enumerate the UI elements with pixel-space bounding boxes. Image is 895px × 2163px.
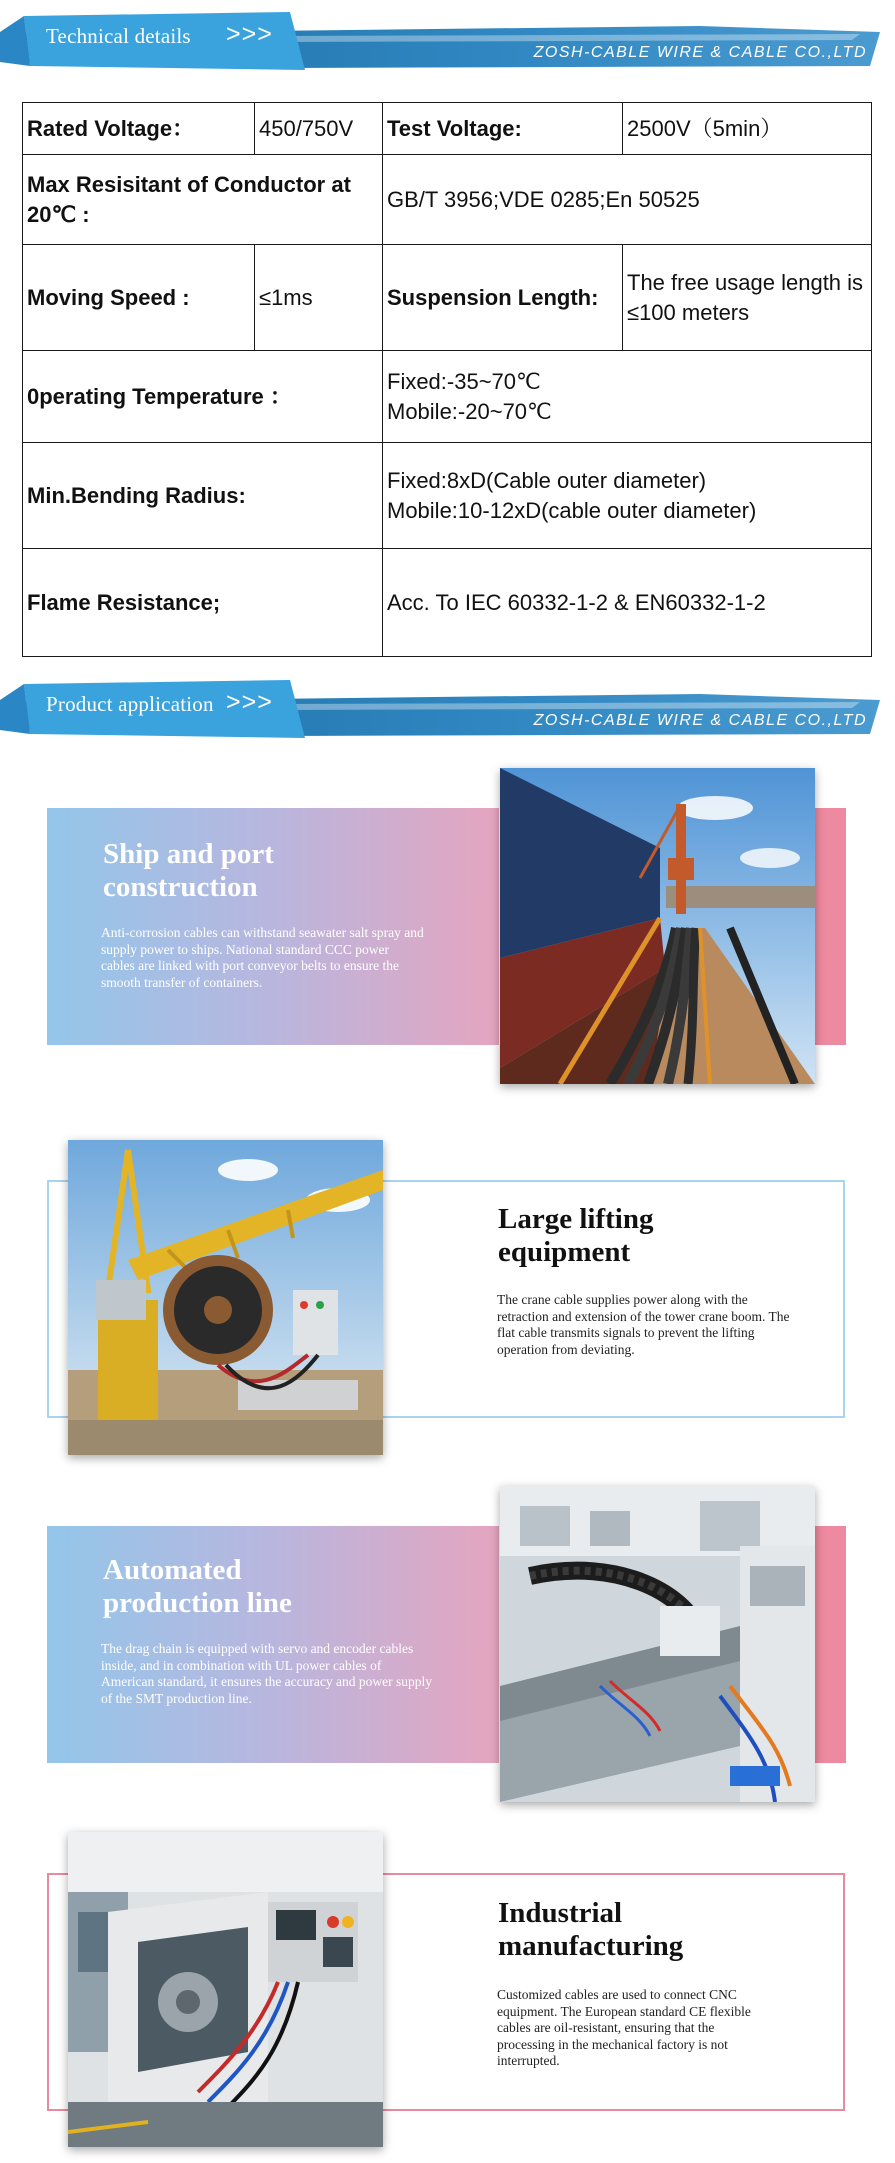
operating-temperature-value [383,351,872,443]
table-row [23,245,872,351]
production-line-photo [500,1486,815,1802]
banner-title: Product application [46,692,214,716]
technical-specs-table [22,102,872,657]
card-accent-strip [812,1526,846,1763]
card-description: Customized cables are used to connect CNC equipment. The European standard CE flexible cables are oil-resistant, ensuring that the processing in the mechanical factory is not interrupted. [497,1987,751,2068]
cnc-machine-photo [68,1832,383,2147]
table-row [23,155,872,245]
card-description: The drag chain is equipped with servo and encoder cables inside, and in combination with UL power cables of American standard, it ensures the accuracy and power supply of the SMT production line. [101,1641,433,1706]
banner-arrows: >>> [226,688,273,716]
test-voltage-value: 2500V（5min） [623,103,872,155]
table-row [23,443,872,549]
table-row [23,351,872,443]
card-description: Anti-corrosion cables can withstand seawater salt spray and supply power to ships. National standard CCC power cables are linked with port conveyor belts to ensure the smooth transfer of containers. [101,925,424,990]
banner-company-name: ZOSH-CABLE WIRE & CABLE CO.,LTD [533,712,867,729]
technical-details-banner [0,12,895,72]
operating-temperature-mobile: Mobile:-20~70℃ [387,398,552,424]
moving-speed-label: Moving Speed : [23,245,255,351]
table-row [23,103,872,155]
rated-voltage-value: 450/750V [255,103,383,155]
operating-temperature-fixed: Fixed:-35~70℃ [387,368,541,394]
banner-arrows: >>> [226,20,273,48]
flame-resistance-label: Flame Resistance; [23,549,383,657]
rated-voltage-label: Rated Voltage： [23,103,255,155]
bending-radius-mobile: Mobile:10-12xD(cable outer diameter) [387,497,757,523]
card-description: The crane cable supplies power along with the retraction and extension of the tower crane boom. The flat cable transmits signals to prevent the lifting operation from deviating. [497,1292,790,1357]
card-accent-strip [812,808,846,1045]
bending-radius-fixed: Fixed:8xD(Cable outer diameter) [387,467,707,493]
card-title: Ship and port construction [103,838,274,903]
banner-company-name: ZOSH-CABLE WIRE & CABLE CO.,LTD [533,44,867,61]
flame-resistance-value: Acc. To IEC 60332-1-2 & EN60332-1-2 [383,549,872,657]
test-voltage-label: Test Voltage: [383,103,623,155]
product-application-banner [0,680,895,740]
operating-temperature-label: 0perating Temperature ： [23,351,383,443]
card-title: Large lifting equipment [498,1203,654,1268]
card-title: Automated production line [103,1554,292,1619]
max-resistance-label: Max Resisitant of Conductor at 20℃ : [23,155,383,245]
suspension-length-value: The free usage length is ≤100 meters [623,245,872,351]
banner-title: Technical details [46,24,191,48]
bending-radius-value [383,443,872,549]
moving-speed-value: ≤1ms [255,245,383,351]
bending-radius-label: Min.Bending Radius: [23,443,383,549]
ship-port-photo [500,768,815,1084]
max-resistance-value: GB/T 3956;VDE 0285;En 50525 [383,155,872,245]
card-title: Industrial manufacturing [498,1897,684,1962]
suspension-length-label: Suspension Length: [383,245,623,351]
table-row [23,549,872,657]
crane-photo [68,1140,383,1455]
